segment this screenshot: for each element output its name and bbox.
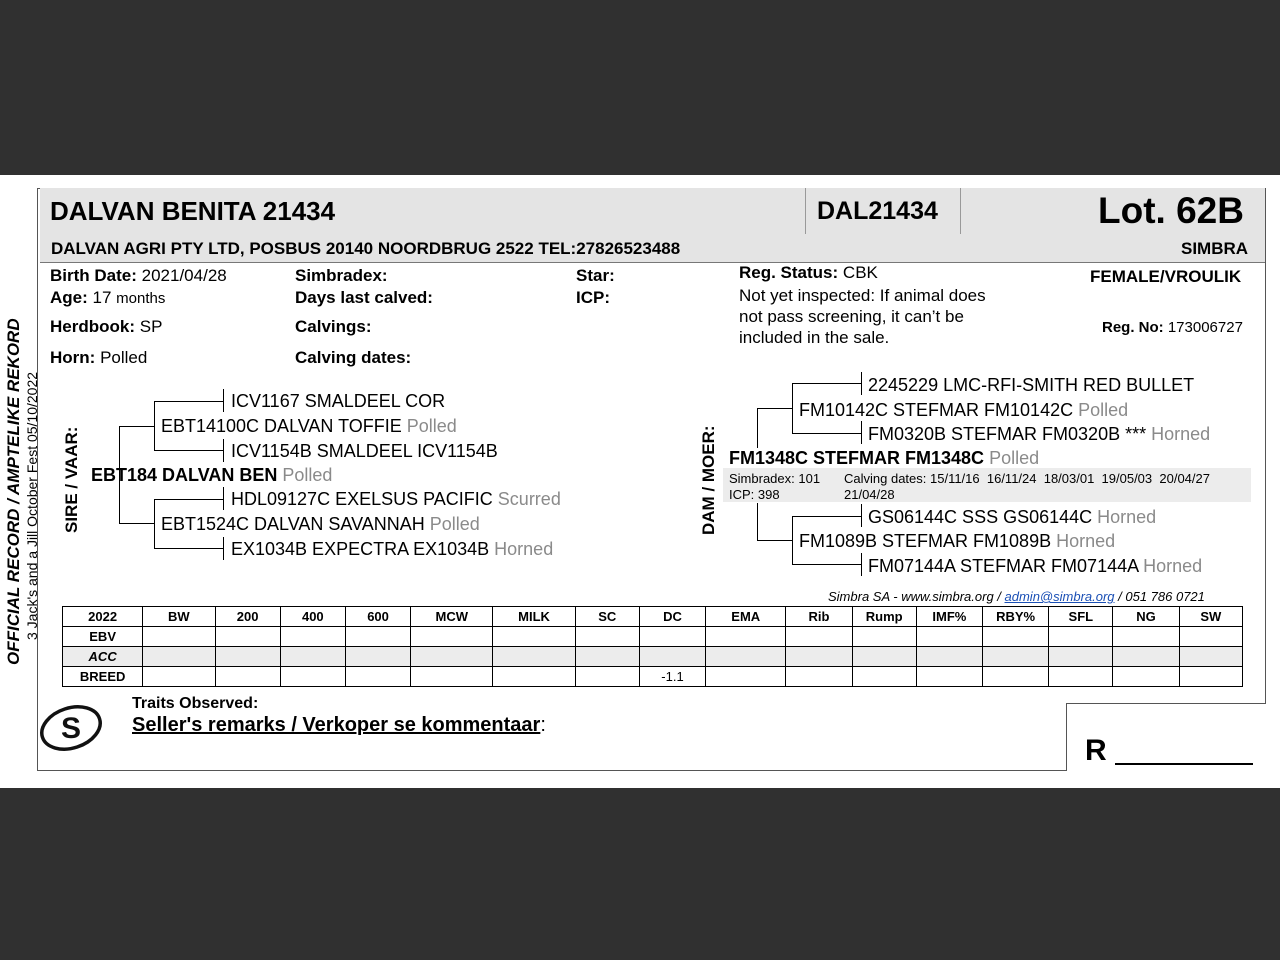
ebv-cell [215, 667, 280, 687]
ebv-cell [1049, 667, 1113, 687]
price-input-line[interactable] [1115, 763, 1253, 765]
dam-grandsire-2: GS06144C SSS GS06144C Horned [868, 507, 1157, 527]
ebv-cell [575, 647, 639, 667]
ebv-header-cell: NG [1113, 607, 1179, 627]
dam-parent-1: FM10142C STEFMAR FM10142C Polled [799, 400, 1129, 420]
star-label: Star: [576, 266, 615, 285]
price-letter: R [1085, 734, 1107, 767]
ebv-cell [1049, 647, 1113, 667]
ebv-header-cell: SC [575, 607, 639, 627]
ebv-cell [143, 627, 215, 647]
owner-line: DALVAN AGRI PTY LTD, POSBUS 20140 NOORDBRUG 2522 TEL:27826523488 [51, 239, 681, 258]
ebv-header-cell: SW [1179, 607, 1242, 627]
ebv-cell [1179, 667, 1242, 687]
ebv-cell [345, 647, 410, 667]
dam-icp: ICP: 398 [729, 487, 780, 502]
ebv-header-cell: 400 [280, 607, 345, 627]
ebv-cell [493, 667, 575, 687]
ebv-cell [1179, 627, 1242, 647]
svg-text:S: S [60, 712, 82, 745]
dam-main: FM1348C STEFMAR FM1348C Polled [729, 448, 1040, 468]
ebv-header-cell: MCW [411, 607, 493, 627]
sire-grandsire-1: ICV1167 SMALDEEL COR [231, 391, 446, 411]
ebv-cell [706, 627, 786, 647]
ebv-cell [706, 667, 786, 687]
ebv-cell [639, 627, 705, 647]
logo-swoosh-icon [38, 700, 106, 756]
ebv-cell [852, 627, 916, 647]
ebv-row-label: EBV [63, 627, 143, 647]
simbradex-label: Simbradex: [295, 266, 388, 285]
ebv-table [62, 606, 1243, 687]
contact-line: Simbra SA - www.simbra.org / admin@simbra.org / 051 786 0721 [828, 589, 1205, 604]
ebv-cell [1113, 667, 1179, 687]
herdbook: Herdbook: SP [50, 317, 163, 336]
ebv-cell [411, 647, 493, 667]
breed-label: SIMBRA [1181, 239, 1249, 258]
birth-date: Birth Date: 2021/04/28 [50, 266, 227, 285]
ebv-cell [493, 647, 575, 667]
ebv-cell [280, 667, 345, 687]
dam-calving-dates-2: 21/04/28 [844, 487, 895, 502]
ebv-header-cell: SFL [1049, 607, 1113, 627]
ebv-header-cell: Rump [852, 607, 916, 627]
ebv-header-cell: 200 [215, 607, 280, 627]
screening-note-1: Not yet inspected: If animal does [739, 286, 986, 305]
ebv-header-cell: 2022 [63, 607, 143, 627]
dam-granddam-2: FM07144A STEFMAR FM07144A Horned [868, 556, 1203, 576]
screening-note-3: included in the sale. [739, 328, 890, 347]
icp-label: ICP: [576, 288, 610, 307]
ebv-cell [852, 667, 916, 687]
ebv-cell [280, 647, 345, 667]
dam-grandsire-1: 2245229 LMC-RFI-SMITH RED BULLET [868, 375, 1195, 395]
ebv-header-cell: RBY% [983, 607, 1049, 627]
animal-name: DALVAN BENITA 21434 [50, 196, 336, 226]
ebv-cell [143, 667, 215, 687]
dam-simbradex: Simbradex: 101 [729, 471, 821, 486]
email-link[interactable]: admin@simbra.org [1004, 589, 1115, 604]
ebv-header-cell: BW [143, 607, 215, 627]
dam-side-label: DAM / MOER: [699, 425, 718, 535]
ebv-cell [852, 647, 916, 667]
ebv-cell [493, 627, 575, 647]
ebv-cell [345, 667, 410, 687]
screening-note-2: not pass screening, it can’t be [739, 307, 964, 326]
ebv-cell [215, 627, 280, 647]
sire-granddam-1: ICV1154B SMALDEEL ICV1154B [231, 441, 498, 461]
ebv-cell [575, 627, 639, 647]
ebv-cell [786, 627, 852, 647]
ebv-header-cell: IMF% [916, 607, 982, 627]
ebv-cell [983, 667, 1049, 687]
ebv-row-label: BREED [63, 667, 143, 687]
age: Age: 17 months [50, 288, 166, 307]
ebv-header-row [63, 607, 1243, 627]
ebv-cell [786, 647, 852, 667]
ebv-cell [983, 627, 1049, 647]
ebv-cell [345, 627, 410, 647]
ebv-cell [1049, 627, 1113, 647]
sire-granddam-2: EX1034B EXPECTRA EX1034B Horned [231, 539, 554, 559]
sire-parent-1: EBT14100C DALVAN TOFFIE Polled [161, 416, 457, 436]
days-last-calved-label: Days last calved: [295, 288, 433, 307]
title-divider-1 [805, 188, 806, 234]
ebv-header-cell: Rib [786, 607, 852, 627]
ebv-row [63, 627, 1243, 647]
ebv-cell [1179, 647, 1242, 667]
dam-granddam-1: FM0320B STEFMAR FM0320B *** Horned [868, 424, 1211, 444]
sire-parent-2: EBT1524C DALVAN SAVANNAH Polled [161, 514, 480, 534]
official-record-label: OFFICIAL RECORD / AMPTELIKE REKORD [4, 318, 23, 665]
ebv-row [63, 667, 1243, 687]
calving-dates-label: Calving dates: [295, 348, 412, 367]
ebv-cell [1113, 647, 1179, 667]
ebv-cell [411, 667, 493, 687]
ebv-cell [280, 627, 345, 647]
dam-calving-dates: Calving dates: 15/11/16 16/11/24 18/03/01 19/05/03 20/04/27 [844, 471, 1210, 486]
ebv-header-cell: EMA [706, 607, 786, 627]
traits-observed-label: Traits Observed: [132, 695, 259, 712]
ebv-cell [143, 647, 215, 667]
ebv-cell [639, 647, 705, 667]
ebv-header-cell: 600 [345, 607, 410, 627]
sire-grandsire-2: HDL09127C EXELSUS PACIFIC Scurred [231, 489, 561, 509]
animal-id: DAL21434 [817, 197, 938, 225]
ebv-cell [411, 627, 493, 647]
event-label: 3 Jack's and a Jill October Fest 05/10/2022 [24, 371, 40, 640]
ebv-cell: -1.1 [639, 667, 705, 687]
sex-label: FEMALE/VROULIK [1090, 267, 1242, 286]
ebv-cell [786, 667, 852, 687]
ebv-cell [575, 667, 639, 687]
ebv-row [63, 647, 1243, 667]
ebv-cell [983, 647, 1049, 667]
ebv-cell [916, 647, 982, 667]
sire-side-label: SIRE / VAAR: [62, 426, 81, 533]
ebv-cell [916, 667, 982, 687]
ebv-cell [916, 627, 982, 647]
sire-main: EBT184 DALVAN BEN Polled [91, 465, 333, 485]
registration-number: Reg. No: 173006727 [1102, 319, 1243, 336]
ebv-header-cell: DC [639, 607, 705, 627]
ebv-header-cell: MILK [493, 607, 575, 627]
seller-remarks: Seller's remarks / Verkoper se kommentaar: [132, 714, 546, 736]
dam-parent-2: FM1089B STEFMAR FM1089B Horned [799, 531, 1116, 551]
calvings-label: Calvings: [295, 317, 372, 336]
horn-status: Horn: Polled [50, 348, 148, 367]
lot-number: Lot. 62B [1098, 190, 1244, 231]
ebv-cell [1113, 627, 1179, 647]
simbra-logo [38, 700, 106, 756]
ebv-row-label: ACC [63, 647, 143, 667]
ebv-cell [706, 647, 786, 667]
ebv-cell [215, 647, 280, 667]
title-divider-2 [960, 188, 961, 234]
reg-status: Reg. Status: CBK [739, 263, 878, 282]
